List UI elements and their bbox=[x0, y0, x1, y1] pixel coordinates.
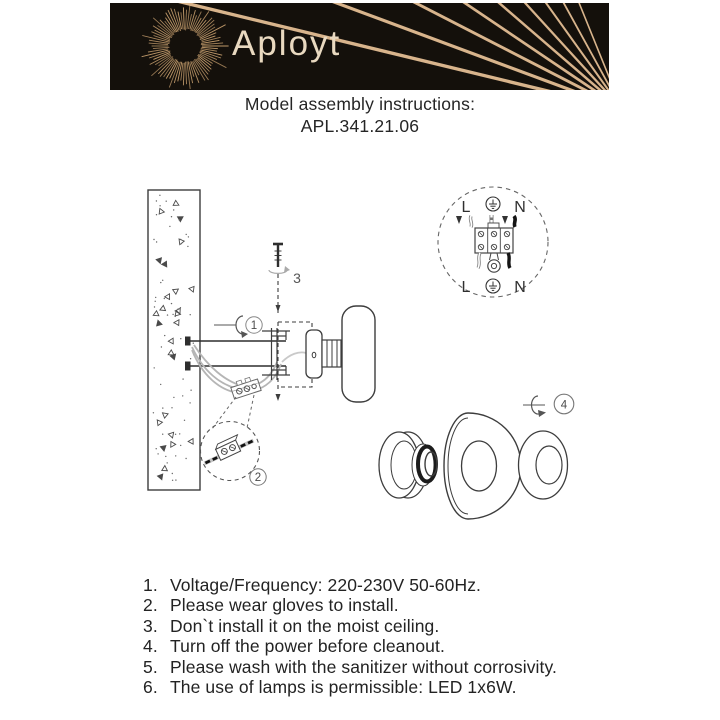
callout-3-label: 3 bbox=[293, 270, 301, 286]
insert-arrow-icon bbox=[502, 216, 508, 224]
page-title: Model assembly instructions: bbox=[244, 94, 476, 114]
item-text: Voltage/Frequency: 220-230V 50-60Hz. bbox=[170, 575, 482, 595]
item-text: Turn off the power before cleanout. bbox=[170, 636, 445, 657]
earth-ground-icon bbox=[486, 279, 500, 293]
item-text: Don`t install it on the moist ceiling. bbox=[170, 615, 440, 636]
rotate-arrow-4-icon bbox=[523, 396, 546, 417]
callout-1 bbox=[246, 317, 262, 333]
stem-cylinder bbox=[322, 340, 341, 367]
neutral-label-top: N bbox=[514, 199, 526, 216]
callout-1-label: 1 bbox=[250, 320, 258, 332]
list-item bbox=[143, 657, 683, 677]
neutral-label-bottom: N bbox=[514, 279, 526, 296]
item-number: 6. bbox=[143, 677, 158, 698]
lamp-head-exploded bbox=[379, 413, 568, 519]
item-number: 3. bbox=[143, 615, 158, 636]
item-number: 1. bbox=[143, 575, 158, 595]
callout-2-label: 2 bbox=[254, 472, 262, 484]
item-text: The use of lamps is permissible: LED 1x6W. bbox=[170, 677, 517, 698]
callout-4-label: 4 bbox=[560, 399, 568, 412]
list-item bbox=[143, 595, 683, 615]
live-label-bottom: L bbox=[461, 279, 471, 296]
instructions-list bbox=[143, 575, 683, 697]
lamp-body-side bbox=[342, 306, 375, 402]
wiring-detail bbox=[438, 187, 548, 297]
callout-4 bbox=[554, 394, 574, 414]
canopy-screw bbox=[269, 244, 290, 273]
canopy-plate bbox=[306, 330, 322, 378]
item-number: 4. bbox=[143, 636, 158, 657]
item-text: Please wear gloves to install. bbox=[170, 595, 399, 616]
terminal-block bbox=[230, 375, 262, 399]
item-number: 2. bbox=[143, 595, 158, 616]
model-number: APL.341.21.06 bbox=[300, 116, 420, 136]
mounting-bracket bbox=[262, 328, 290, 380]
detail-leader-lines bbox=[212, 395, 254, 429]
wire-connection-detail bbox=[199, 422, 266, 486]
ring-terminal bbox=[488, 253, 500, 272]
list-item bbox=[143, 677, 683, 697]
list-item bbox=[143, 575, 683, 595]
item-number: 5. bbox=[143, 656, 158, 677]
brand-name: Aployt bbox=[232, 24, 342, 63]
wall bbox=[148, 190, 200, 490]
rotate-arrow-1-icon bbox=[214, 316, 248, 338]
item-text: Please wash with the sanitizer without corrosivity. bbox=[170, 656, 558, 677]
list-item bbox=[143, 616, 683, 636]
list-item bbox=[143, 636, 683, 656]
insert-arrow-icon bbox=[456, 216, 462, 224]
live-label-top: L bbox=[461, 199, 471, 216]
earth-ground-icon bbox=[486, 197, 500, 211]
